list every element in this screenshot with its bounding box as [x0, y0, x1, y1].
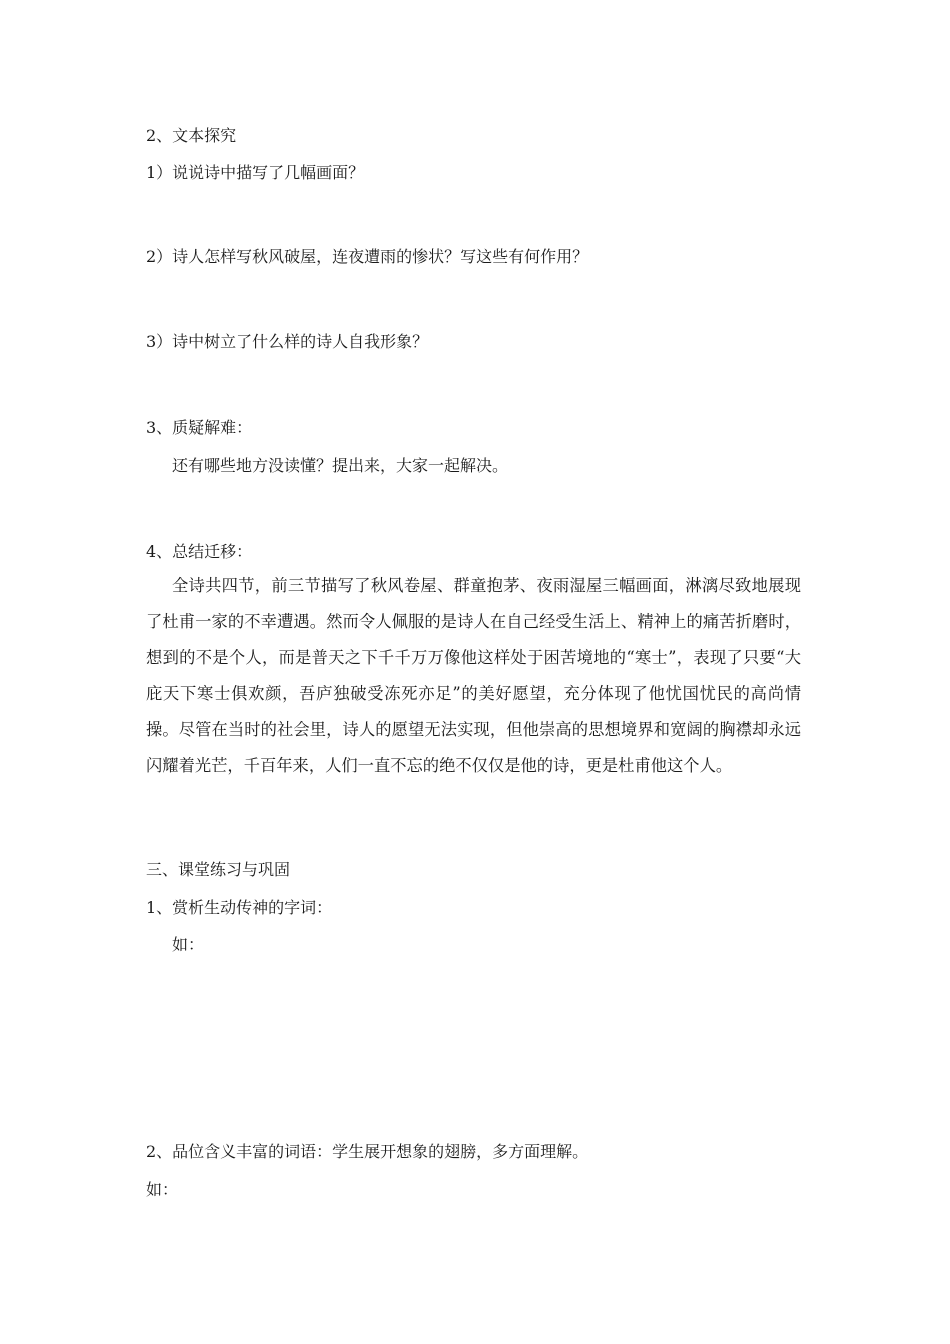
summary-paragraph: 全诗共四节，前三节描写了秋风卷屋、群童抱茅、夜雨湿屋三幅画面，淋漓尽致地展现了杜甫一家的不幸遭遇。然而令人佩服的是诗人在自己经受生活上、精神上的痛苦折磨时，想到的不是个人，而是普天之下千千万万像他这样处于困苦境地的“寒士”，表现了只要“大庇天下寒士俱欢颜，吾庐独破受冻死亦足”的美好愿望，充分体现了他忧国忧民的高尚情操。尽管在当时的社会里，诗人的愿望无法实现，但他崇高的思想境界和宽阔的胸襟却永远闪耀着光芒，千百年来，人们一直不忘的绝不仅仅是他的诗，更是杜甫他这个人。 — [146, 576, 801, 775]
section-heading-questions: 3、质疑解难： — [146, 418, 253, 437]
exercise-1-example-label: 如： — [172, 935, 205, 954]
exercise-1: 1、赏析生动传神的字词： — [146, 898, 333, 917]
questions-body: 还有哪些地方没读懂？提出来，大家一起解决。 — [172, 456, 509, 475]
question-1: 1）说说诗中描写了几幅画面？ — [146, 163, 365, 182]
exercise-2: 2、品位含义丰富的词语：学生展开想象的翅膀，多方面理解。 — [146, 1142, 589, 1161]
question-2: 2）诗人怎样写秋风破屋，连夜遭雨的惨状？写这些有何作用？ — [146, 247, 589, 266]
section-heading-summary: 4、总结迁移： — [146, 542, 253, 561]
exercise-2-example-label: 如： — [146, 1180, 179, 1199]
section-heading-text-inquiry: 2、文本探究 — [146, 126, 237, 145]
question-3: 3）诗中树立了什么样的诗人自我形象？ — [146, 332, 429, 351]
part3-heading: 三、课堂练习与巩固 — [146, 860, 291, 879]
